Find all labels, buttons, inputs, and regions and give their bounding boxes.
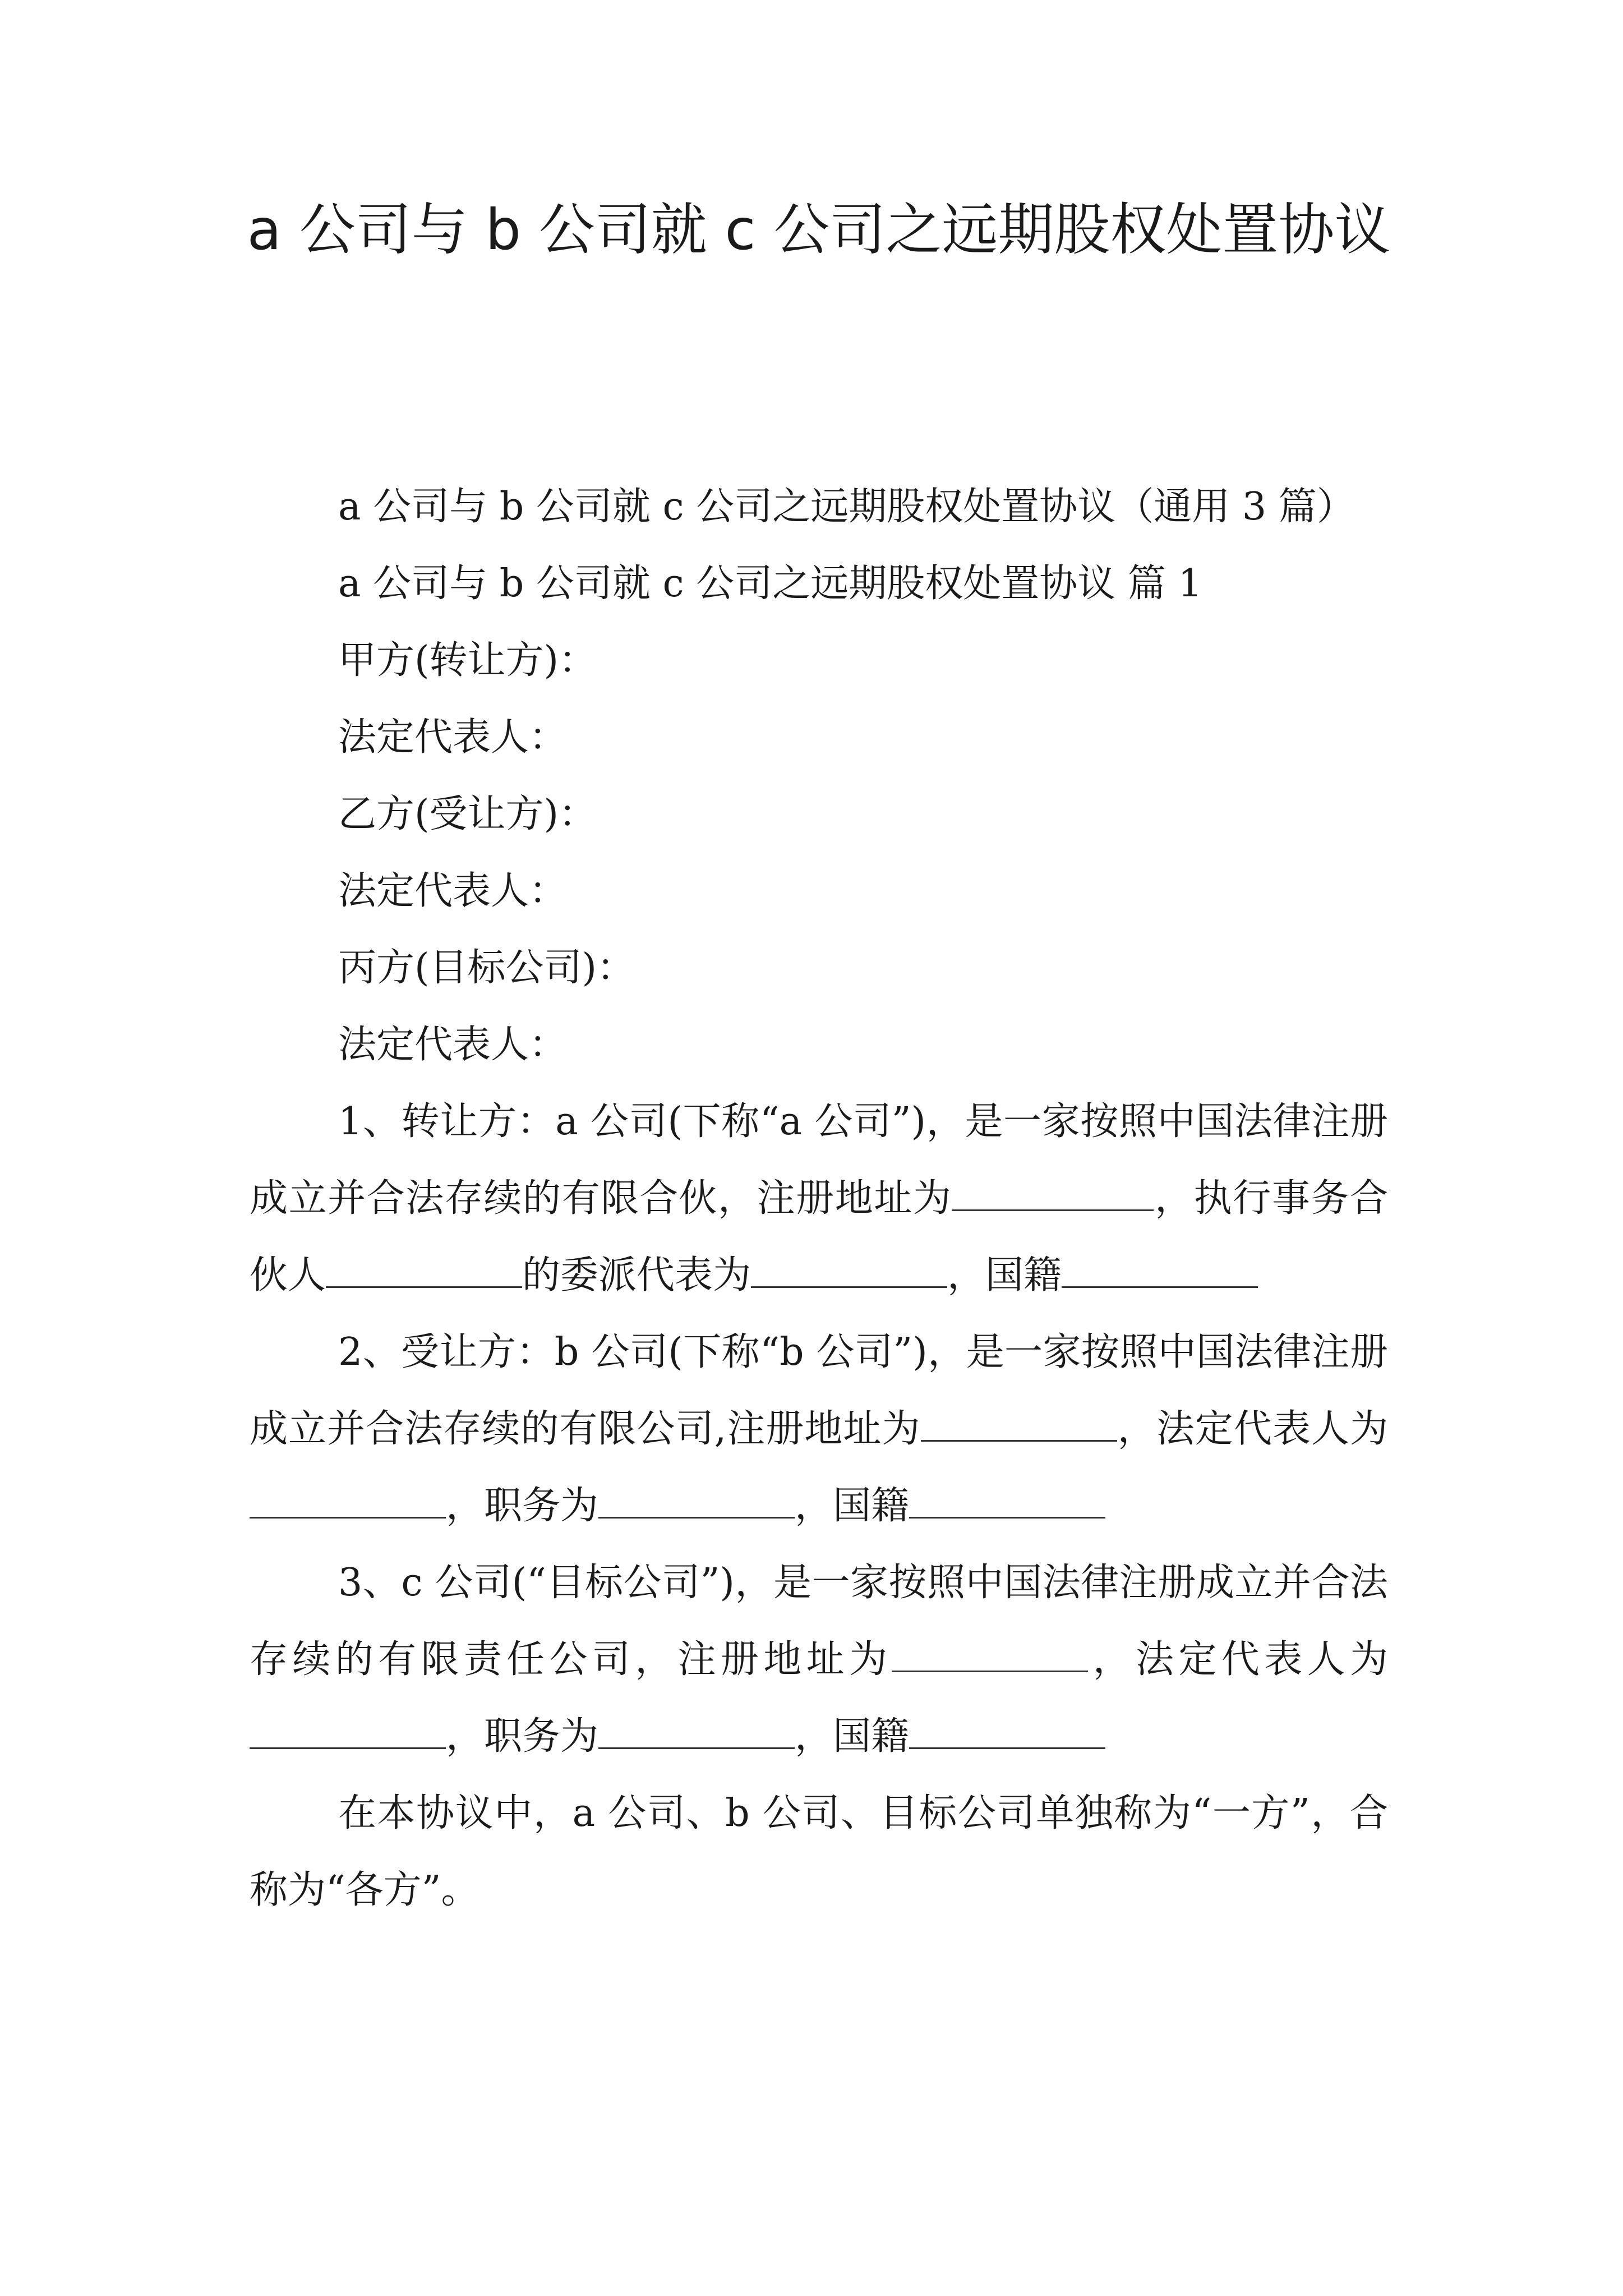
- party-b-line: 乙方(受让方)：: [338, 792, 597, 836]
- clause-2-text-c: ，职务为: [446, 1484, 599, 1528]
- document-title: a 公司与 b 公司就 c 公司之远期股权处置协议: [247, 197, 1391, 263]
- blank-field: [921, 1402, 1117, 1442]
- blank-field: [598, 1709, 795, 1749]
- clause-1-text-a: 1、转让方：a 公司(下称“a 公司”)，是一家按照中国法律注册成立并合法存续的有限合伙，注册地址为: [250, 1099, 1388, 1221]
- clause-3-text-a: 3、c 公司(“目标公司”)，是一家按照中国法律注册成立并合法存续的有限责任公司，注册地址为: [250, 1561, 1388, 1682]
- clause-1-text-b: ，执行事务合伙人: [250, 1176, 1388, 1297]
- blank-field: [250, 1479, 446, 1519]
- clause-3: [250, 1544, 1388, 1775]
- section-heading: a 公司与 b 公司就 c 公司之远期股权处置协议 篇 1: [338, 562, 1202, 606]
- clause-2: [250, 1314, 1388, 1544]
- blank-field: [1062, 1248, 1258, 1288]
- blank-field: [909, 1709, 1105, 1749]
- clause-1-text-d: ，国籍: [947, 1253, 1062, 1297]
- party-a-representative-line: 法定代表人：: [338, 715, 568, 760]
- intro-paragraph: a 公司与 b 公司就 c 公司之远期股权处置协议（通用 3 篇）: [338, 485, 1355, 529]
- blank-field: [598, 1479, 795, 1519]
- clause-3-text-b: ，法定代表人为: [1088, 1637, 1388, 1682]
- party-c-representative-line: 法定代表人：: [338, 1023, 568, 1067]
- party-b-representative-line: 法定代表人：: [338, 869, 568, 913]
- clause-2-text-b: ，法定代表人为: [1117, 1407, 1388, 1451]
- party-c-line: 丙方(目标公司)：: [338, 946, 635, 990]
- clause-2-text-d: ，国籍: [795, 1484, 910, 1528]
- clause-1-text-c: 的委派代表为: [522, 1253, 751, 1297]
- clause-3-text-c: ，职务为: [446, 1714, 599, 1759]
- blank-field: [326, 1248, 522, 1288]
- blank-field: [250, 1709, 446, 1749]
- clause-2-text-a: 2、受让方：b 公司(下称“b 公司”)，是一家按照中国法律注册成立并合法存续的有限公司,注册地址为: [250, 1330, 1388, 1451]
- closing-paragraph: 在本协议中，a 公司、b 公司、目标公司单独称为“一方”，合称为“各方”。: [250, 1791, 1388, 1912]
- blank-field: [751, 1248, 947, 1288]
- clause-1: [250, 1083, 1388, 1314]
- clause-3-text-d: ，国籍: [795, 1714, 910, 1759]
- blank-field: [892, 1632, 1088, 1672]
- blank-field: [952, 1171, 1154, 1211]
- party-a-line: 甲方(转让方)：: [338, 638, 597, 683]
- blank-field: [909, 1479, 1105, 1519]
- document-body: [250, 468, 1388, 1929]
